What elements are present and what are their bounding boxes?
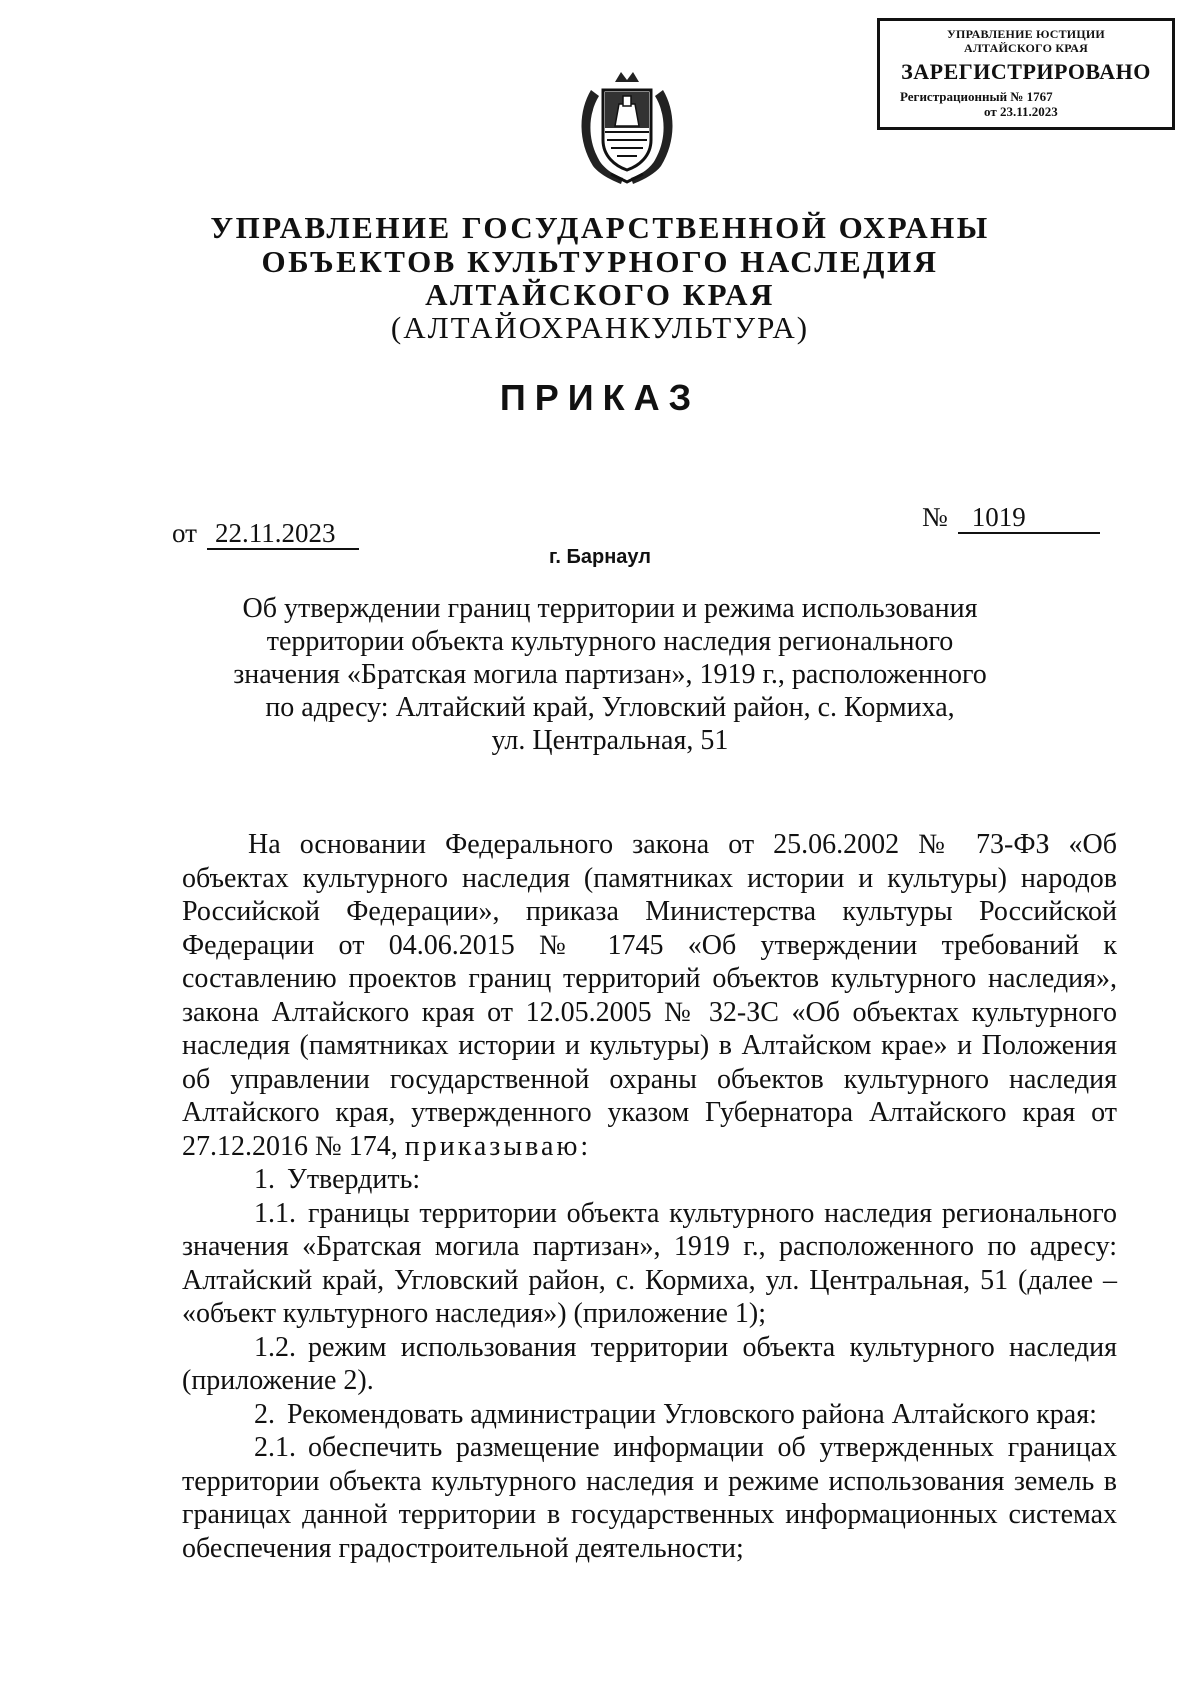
list-item: [182, 1398, 1117, 1432]
order-body: [182, 828, 1117, 1565]
stamp-reg-date: от 23.11.2023: [984, 104, 1058, 119]
org-name-line2: ОБЪЕКТОВ КУЛЬТУРНОГО НАСЛЕДИЯ: [261, 244, 939, 279]
order-word: приказываю:: [404, 1130, 592, 1162]
item-number: 1.1.: [254, 1197, 296, 1229]
item-text: режим использования территории объекта культурного наследия (приложение 2).: [182, 1331, 1117, 1396]
list-item: [182, 1163, 1117, 1197]
item-number: 1.: [254, 1164, 275, 1195]
subject-line: по адресу: Алтайский край, Угловский район, с. Кормиха,: [265, 692, 955, 723]
preamble-text: На основании Федерального закона от 25.06.2002 № 73-ФЗ «Об объектах культурного наследия (памятниках истории и культуры) народов Российской Федерации», приказа Министерства культуры Российской Федерации от 04.06.2015 № 1745 «Об утверждении требований к составлению проектов границ территорий объектов культурного наследия», закона Алтайского края от 12.05.2005 № 32-ЗС «Об объектах культурного наследия (памятниках истории и культуры) в Алтайском крае» и Положения об управлении государственной охраны объектов культурного наследия Алтайского края, утвержденного указом Губернатора Алтайского края от 27.12.2016 № 174,: [182, 829, 1117, 1162]
stamp-org-line2: АЛТАЙСКОГО КРАЯ: [964, 41, 1088, 55]
document-type-title: ПРИКАЗ: [499, 377, 701, 418]
city-label: г. Барнаул: [549, 546, 651, 568]
list-item: [182, 1331, 1117, 1398]
altai-krai-coat-of-arms-icon: [571, 60, 683, 190]
item-text: Рекомендовать администрации Угловского района Алтайского края:: [287, 1398, 1097, 1430]
subject-line: ул. Центральная, 51: [491, 725, 729, 756]
preamble-paragraph: [182, 828, 1117, 1163]
number-prefix: №: [922, 502, 948, 532]
item-text: обеспечить размещение информации об утвержденных границах территории объекта культурного наследия и режиме использования земель в границах данной территории в государственных информационных системах обеспечения градостроительной деятельности;: [182, 1432, 1117, 1564]
item-number: 1.2.: [254, 1331, 296, 1363]
list-item: [182, 1431, 1117, 1565]
stamp-org-line1: УПРАВЛЕНИЕ ЮСТИЦИИ: [947, 27, 1105, 41]
org-name-line3: АЛТАЙСКОГО КРАЯ: [425, 277, 775, 312]
order-subject: [200, 592, 1020, 757]
item-number: 2.: [254, 1398, 275, 1430]
subject-line: территории объекта культурного наследия регионального: [266, 626, 954, 657]
order-number-row: [922, 502, 1100, 534]
order-number: 1019: [958, 502, 1100, 534]
item-text: Утвердить:: [287, 1164, 421, 1195]
list-item: [182, 1197, 1117, 1331]
org-name-line1: УПРАВЛЕНИЕ ГОСУДАРСТВЕННОЙ ОХРАНЫ: [210, 210, 990, 245]
item-number: 2.1.: [254, 1432, 296, 1463]
registration-stamp: [877, 18, 1175, 130]
order-date: 22.11.2023: [207, 518, 359, 550]
item-text: границы территории объекта культурного наследия регионального значения «Братская могила партизан», 1919 г., расположенного по адресу: Алтайский край, Угловский район, с. Кормиха, ул. Центральная, 51 (далее – «объект культурного наследия») (приложение 1);: [182, 1197, 1117, 1329]
org-abbreviation: (АЛТАЙОХРАНКУЛЬТУРА): [390, 310, 810, 345]
stamp-reg-number: Регистрационный № 1767: [900, 89, 1053, 104]
subject-line: значения «Братская могила партизан», 1919 г., расположенного: [233, 659, 987, 690]
subject-line: Об утверждении границ территории и режима использования: [242, 593, 978, 624]
stamp-status: ЗАРЕГИСТРИРОВАНО: [901, 59, 1151, 84]
date-prefix: от: [172, 518, 197, 548]
